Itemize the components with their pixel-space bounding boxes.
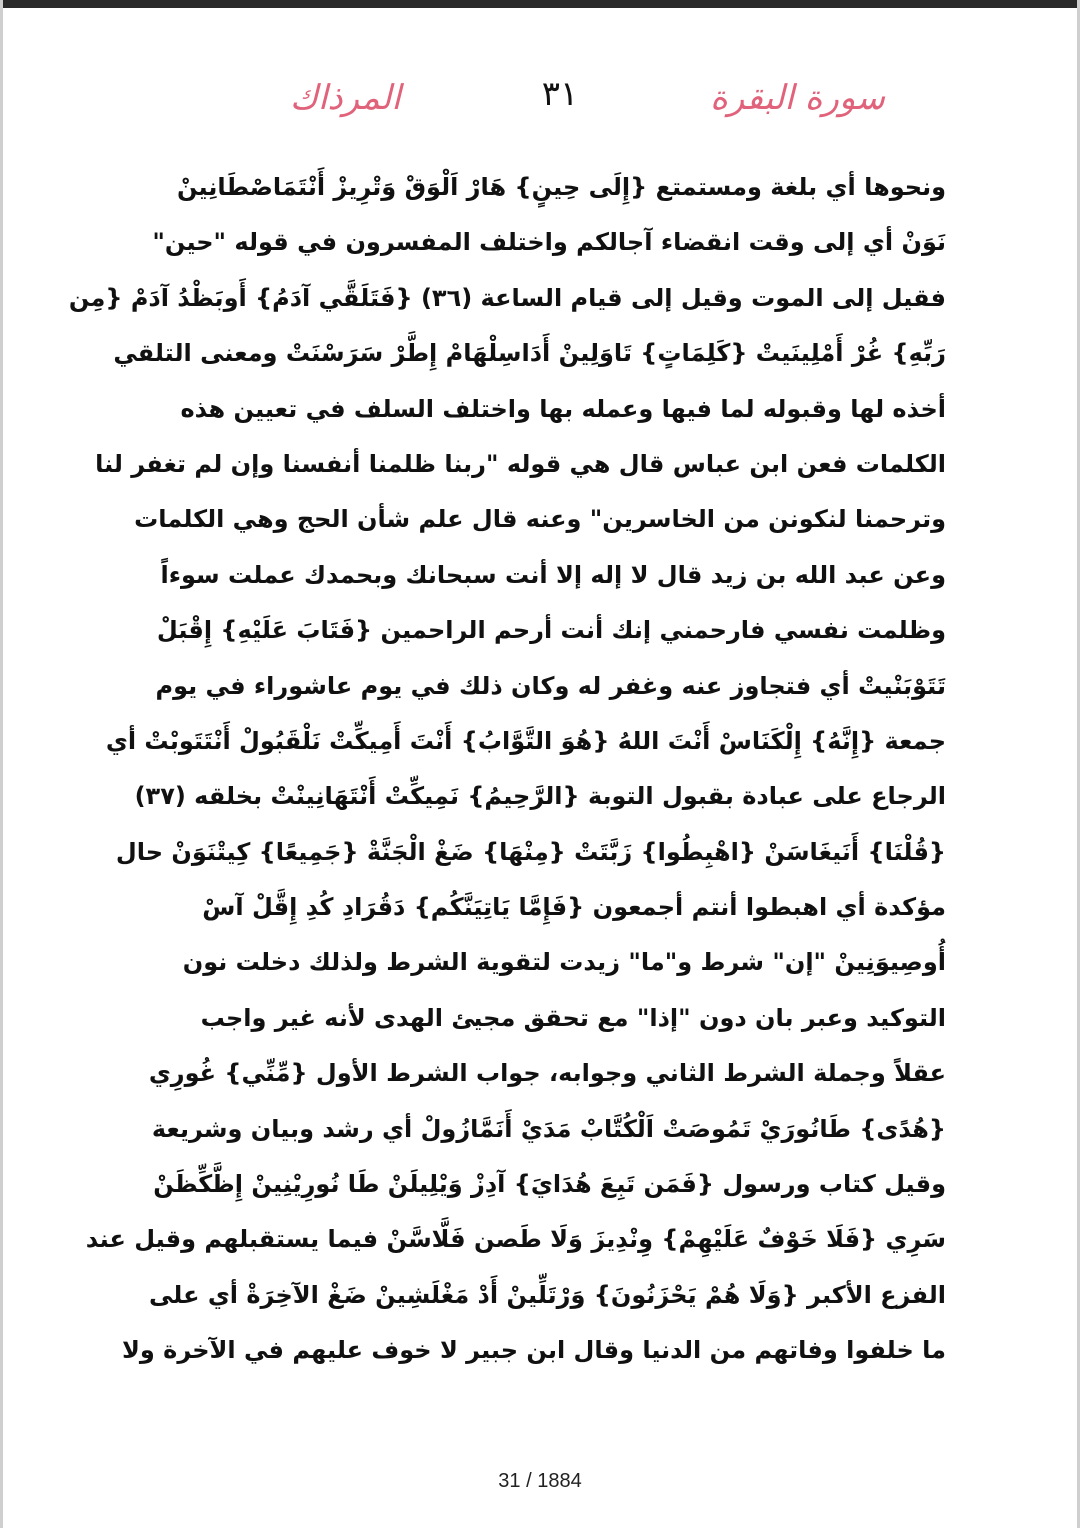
handwritten-surah-title: سورة البقرة <box>710 78 885 118</box>
text-line: وقيل كتاب ورسول {فَمَن تَبِعَ هُدَايَ} آدِزْ وَيْلِيلَنْ طَا نُورِيْنِينْ إِظَّكِّظَنْ <box>153 1170 946 1199</box>
page-number: ٣١ <box>541 74 579 114</box>
page-header <box>0 70 1080 150</box>
text-line: نَوَنْ أي إلى وقت انقضاء آجالكم واختلف المفسرون في قوله "حين" <box>152 228 946 257</box>
text-line: عقلاً وجملة الشرط الثاني وجوابه، جواب الشرط الأول {مِّنِّي} غُورِي <box>148 1059 946 1088</box>
text-line: وعن عبد الله بن زيد قال لا إله إلا أنت سبحانك وبحمدك عملت سوءاً <box>160 560 946 589</box>
text-line: رَبِّهِ} غُرْ أَمْلِينَيتْ {كَلِمَاتٍ} تَاوَلِينْ أَدَاسِلْهَامْ إِطَّرْ سَرَسْنَتْ ومعنى التلقي <box>113 339 946 368</box>
text-line: أخذه لها وقبوله لما فيها وعمله بها واختلف السلف في تعيين هذه <box>180 394 946 423</box>
text-line: جمعة {إِنَّهُ} إِلْكَنَاسْ أَنْتَ اللهُ {هُوَ التَّوَّابُ} أَنْتَ أَمِيكِّتْ نَلْقَبُولْ أَنْتَتَوبْتْ أي <box>105 726 946 755</box>
text-line: الرجاع على عبادة بقبول التوبة {الرَّحِيمُ} نَمِيكِّتْ أَنْتَهَانِينْتْ بخلقه (٣٧) <box>134 782 946 811</box>
text-line: الفزع الأكبر {وَلَا هُمْ يَحْزَنُونَ} وَرْتَلِّينْ أَدْ مَغْلَشِينْ ضَغْ الآخِرَةْ أي على <box>148 1280 946 1309</box>
page-counter: 31 / 1884 <box>498 1470 582 1492</box>
text-line: مؤكدة أي اهبطوا أنتم أجمعون {فَإِمَّا يَاتِيَنَّكُم} دَقُرَادِ كُدِ إِقَّلْ آسْ <box>202 893 946 922</box>
text-line: التوكيد وعبر بان دون "إذا" مع تحقق مجيئ الهدى لأنه غير واجب <box>200 1003 946 1032</box>
text-line: {قُلْنَا} أَنَيغَاسَنْ {اهْبِطُوا} زَبَّتَتْ {مِنْهَا} ضَغْ الْجَنَّةْ {جَمِيعًا} كِيتْنَوَنْ حال <box>115 837 946 866</box>
text-line: أُوصِيوَنِينْ "إن" شرط و"ما" زيدت لتقوية الشرط ولذلك دخلت نون <box>182 948 946 977</box>
text-line: ونحوها أي بلغة ومستمتع {إِلَى حِينٍ} هَارْ اَلْوَقْ وَتْرِيزْ أَنْتَمَاصْطَانِينْ <box>176 173 946 201</box>
text-line: فقيل إلى الموت وقيل إلى قيام الساعة (٣٦) {فَتَلَقَّي آدَمُ} أَوبَظْدُ آدَمْ {مِن <box>68 283 946 312</box>
scan-top-edge <box>0 0 1080 8</box>
handwritten-note: المرذاك <box>290 78 401 118</box>
text-line: {هُدًى} طَانُورَيْ تَمُوصَتْ اَلْكُتَّابْ مَدَيْ أَنَمَّازُولْ أي رشد وبيان وشريعة <box>151 1114 946 1143</box>
text-line: ما خلفوا وفاتهم من الدنيا وقال ابن جبير لا خوف عليهم في الآخرة ولا <box>122 1336 946 1365</box>
text-line: وترحمنا لنكونن من الخاسرين" وعنه قال علم شأن الحج وهي الكلمات <box>134 505 946 534</box>
body-text <box>68 160 946 1379</box>
scan-left-edge <box>0 0 3 1528</box>
text-line: وظلمت نفسي فارحمني إنك أنت أرحم الراحمين {فَتَابَ عَلَيْهِ} إِقْبَلْ <box>156 616 946 645</box>
text-line: تَتَوْبَنْيتْ أي فتجاوز عنه وغفر له وكان ذلك في يوم عاشوراء في يوم <box>155 671 946 700</box>
text-line: سَرِي {فَلَا خَوْفٌ عَلَيْهِمْ} وِنْدِيزَ وَلَا طَصن فَلَّاسَّنْ فيما يستقبلهم وقيل عند <box>85 1225 946 1254</box>
text-line: الكلمات فعن ابن عباس قال هي قوله "ربنا ظلمنا أنفسنا وإن لم تغفر لنا <box>95 449 946 478</box>
